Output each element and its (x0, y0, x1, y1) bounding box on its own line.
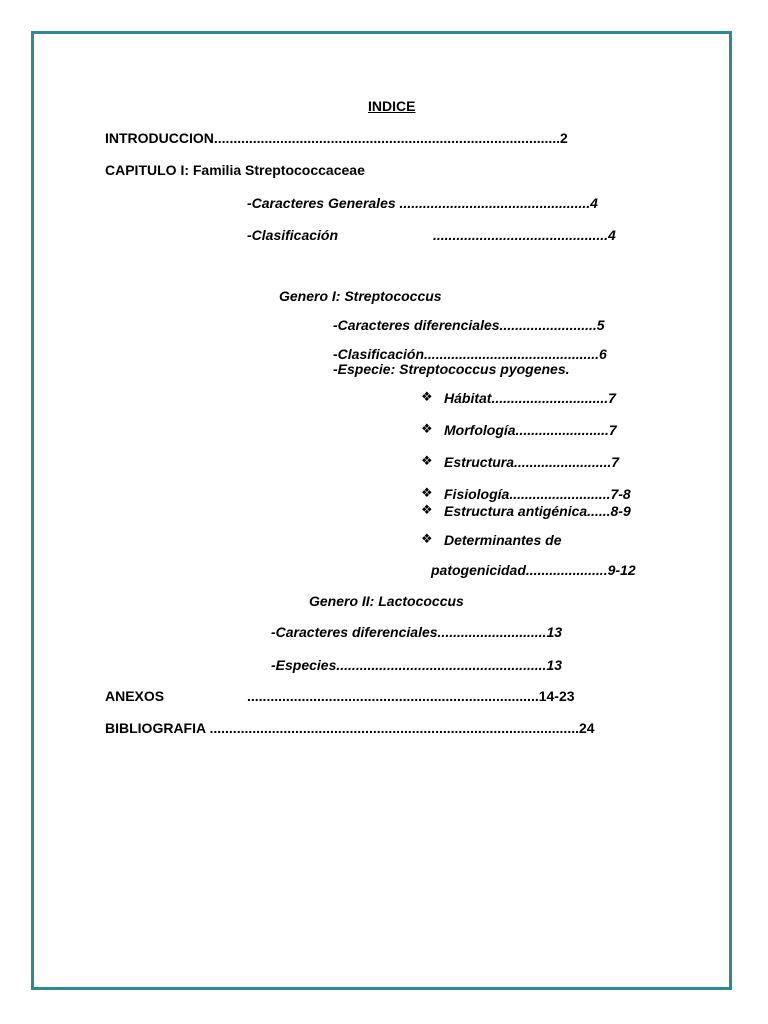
diamond-bullet-icon: ❖ (421, 486, 433, 501)
toc-introduccion: INTRODUCCION.........................................................................................2 (105, 130, 568, 146)
toc-capitulo-1: CAPITULO I: Familia Streptococcaceae (105, 162, 365, 178)
toc-determinantes: Determinantes de (444, 532, 562, 548)
toc-patogenicidad: patogenicidad.....................9-12 (431, 562, 636, 578)
diamond-bullet-icon: ❖ (421, 503, 433, 518)
toc-anexos-label: ANEXOS (105, 688, 165, 704)
toc-anexos-dots: ...........................................................................14-23 (247, 688, 575, 704)
toc-clasificacion-label: -Clasificación (247, 227, 339, 243)
toc-caracteres-generales: -Caracteres Generales .................................................4 (247, 195, 598, 211)
toc-clasificacion-2: -Clasificación.............................................6 (333, 346, 607, 362)
toc-caracteres-diferenciales-1: -Caracteres diferenciales.........................5 (333, 317, 605, 333)
toc-genero-1: Genero I: Streptococcus (279, 288, 442, 304)
toc-genero-2: Genero II: Lactococcus (309, 593, 464, 609)
toc-estructura: Estructura.........................7 (444, 454, 620, 470)
toc-bibliografia: BIBLIOGRAFIA ...............................................................................................24 (105, 720, 595, 736)
index-title: INDICE (368, 98, 416, 114)
diamond-bullet-icon: ❖ (421, 390, 433, 405)
diamond-bullet-icon: ❖ (421, 454, 433, 469)
toc-clasificacion-dots: .............................................4 (433, 227, 616, 243)
diamond-bullet-icon: ❖ (421, 422, 433, 437)
toc-estructura-antigenica: Estructura antigénica......8-9 (444, 503, 631, 519)
toc-caracteres-diferenciales-2: -Caracteres diferenciales............................13 (271, 624, 563, 640)
toc-fisiologia: Fisiología..........................7-8 (444, 486, 631, 502)
diamond-bullet-icon: ❖ (421, 532, 433, 547)
toc-especie: -Especie: Streptococcus pyogenes. (333, 361, 570, 377)
toc-morfologia: Morfología........................7 (444, 422, 617, 438)
toc-especies: -Especies......................................................13 (271, 657, 562, 673)
toc-habitat: Hábitat..............................7 (444, 390, 616, 406)
